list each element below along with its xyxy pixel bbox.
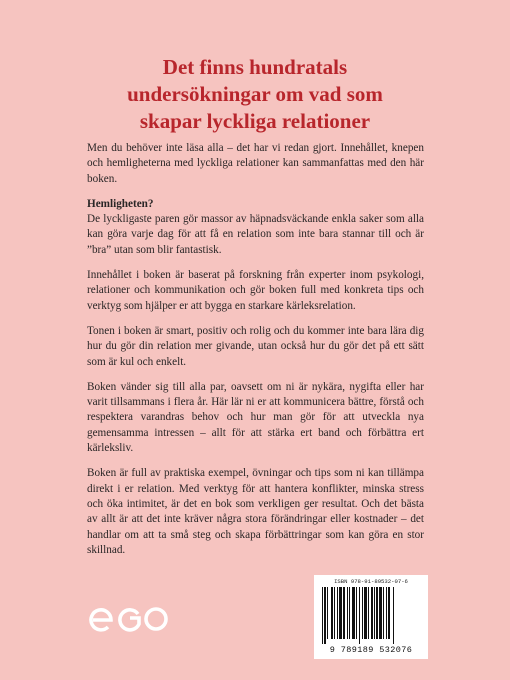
paragraph-content: Innehållet i boken är baserat på forskning från experter inom psykologi, relationer och kommunikation och gör boken full med konkreta tips och verktyg som hjälper er att bygga en starkare kärleksrelation. bbox=[87, 269, 424, 312]
paragraph-audience: Boken vänder sig till alla par, oavsett om ni är nykära, nygifta eller har varit tillsammans i flera år. Här lär ni er att kommunicera bättre, förstå och respektera varandras behov och hur man gör för att utveckla nya gemensamma intressen – allt för att stärka ert band och förbättra ert kärleksliv. bbox=[87, 380, 424, 455]
headline-line-3: skapar lyckliga relationer bbox=[139, 109, 371, 133]
secret-heading: Hemligheten? bbox=[87, 197, 154, 210]
paragraph-intro: Men du behöver inte läsa alla – det har vi redan gjort. Innehållet, knepen och hemligheterna med lyckliga relationer kan sammanfattas med den här boken. bbox=[87, 142, 424, 185]
isbn-label: ISBN 978-91-89532-07-6 bbox=[334, 578, 408, 585]
headline-line-1: Det finns hundratals bbox=[162, 55, 348, 79]
isbn-digits: 9 789189 532076 bbox=[329, 645, 413, 655]
barcode bbox=[314, 575, 428, 659]
paragraph-secret: De lyckligaste paren gör massor av häpnadsväckande enkla saker som alla kan göra varje dag för att få en relation som inte bara stannar till och är ”bra” utan som blir fantastisk. bbox=[87, 213, 424, 256]
ego-logo bbox=[89, 601, 169, 635]
blurb-text bbox=[87, 141, 424, 568]
paragraph-practical: Boken är full av praktiska exempel, övningar och tips som ni kan tillämpa direkt i er relation. Med verktyg för att hantera konflikter, minska stress och öka intimitet, är det en bok som verkligen ger resultat. Och det bästa av allt är att det inte kräver några stora förändringar eller kostnader – det handlar om att ta små steg och skapa förbättringar som kan göra en stor skillnad. bbox=[87, 467, 424, 556]
headline bbox=[90, 54, 420, 135]
headline-line-2: undersökningar om vad som bbox=[127, 82, 383, 106]
barcode-bars bbox=[322, 587, 420, 644]
paragraph-tone: Tonen i boken är smart, positiv och rolig och du kommer inte bara lära dig hur du gör din relation mer givande, utan också hur du gör det på ett sätt som är kul och enkelt. bbox=[87, 324, 424, 368]
